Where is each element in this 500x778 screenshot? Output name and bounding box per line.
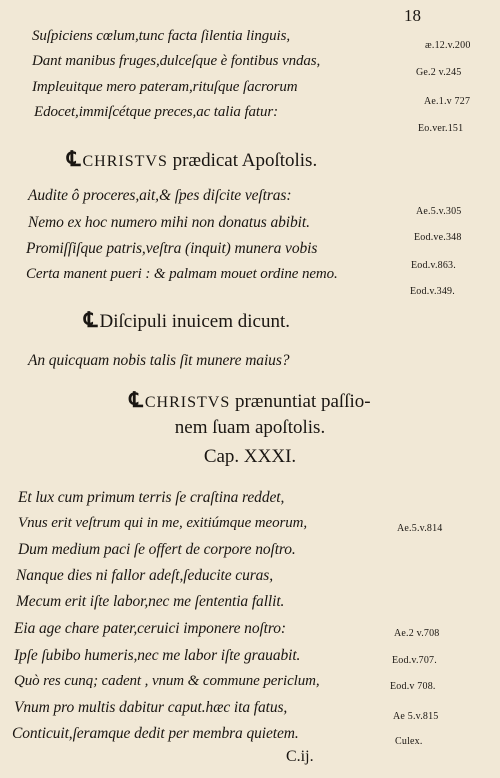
- verse-line: Et lux cum primum terris ſe craſtina reddet,: [18, 489, 285, 506]
- heading-text: prædicat Apoſtolis.: [167, 150, 318, 171]
- margin-reference: Ge.2 v.245: [416, 67, 462, 78]
- verse-line: Vnum pro multis dabitur caput.hæc ita fatus,: [14, 699, 288, 716]
- margin-reference: æ.12.v.200: [425, 40, 471, 51]
- verse-line: Certa manent pueri : & palmam mouet ordine nemo.: [26, 266, 338, 282]
- signature-mark: C.ij.: [286, 748, 314, 765]
- margin-reference: Ae.2 v.708: [394, 628, 440, 639]
- page-number: 18: [404, 6, 421, 25]
- verse-line: Edocet,immiſcétque preces,ac talia fatur:: [34, 104, 279, 120]
- heading-text: Diſcipuli inuicem dicunt.: [99, 311, 290, 332]
- chapter-number: Cap. XXXI.: [203, 446, 297, 467]
- verse-line: Impleuitque mero pateram,rituſque ſacrorum: [32, 79, 298, 95]
- verse-line: Suſpiciens cœlum,tunc facta ſilentia linguis,: [32, 28, 290, 44]
- pilcrow-icon: ℄: [84, 308, 98, 332]
- pilcrow-icon: ℄: [129, 388, 143, 412]
- verse-line: Vnus erit veſtrum qui in me, exitiúmque meorum,: [18, 515, 307, 531]
- margin-reference: Ae.1.v 727: [424, 96, 471, 107]
- heading-text: prænuntiat paſſio-: [230, 391, 371, 412]
- margin-reference: Ae 5.v.815: [393, 711, 439, 722]
- heading-caps: CHRISTVS: [82, 153, 168, 170]
- heading-caps: CHRISTVS: [144, 394, 231, 411]
- verse-line: Conticuit,ſeramque dedit per membra quietem.: [12, 725, 299, 742]
- margin-reference: Eod.v 708.: [390, 681, 436, 692]
- section-heading: [67, 147, 317, 172]
- margin-reference: Eod.ve.348: [414, 232, 462, 243]
- margin-reference: Eod.v.707.: [392, 655, 437, 666]
- verse-line: An quicquam nobis talis ſit munere maius?: [28, 352, 290, 369]
- margin-reference: Eo.ver.151: [418, 123, 464, 134]
- verse-line: Audite ô proceres,ait,& ſpes diſcite veſtras:: [28, 187, 292, 204]
- margin-reference: Eod.v.349.: [410, 286, 455, 297]
- margin-reference: Ae.5.v.814: [397, 523, 443, 534]
- margin-reference: Ae.5.v.305: [416, 206, 462, 217]
- verse-line: Eia age chare pater,ceruici imponere noſtro:: [14, 620, 286, 637]
- verse-line: Quò res cunq; cadent , vnum & commune periclum,: [14, 673, 320, 689]
- verse-line: Dant manibus fruges,dulceſque è fontibus vndas,: [32, 53, 321, 69]
- verse-line: Nanque dies ni fallor adeſt,ſeducite curas,: [16, 567, 274, 584]
- verse-line: Mecum erit iſte labor,nec me ſententia fallit.: [16, 593, 285, 610]
- verse-line: Ipſe ſubibo humeris,nec me labor iſte grauabit.: [14, 647, 301, 664]
- verse-line: Promiſſiſque patris,veſtra (inquit) munera vobis: [26, 240, 318, 257]
- pilcrow-icon: ℄: [67, 147, 81, 171]
- margin-reference: Culex.: [395, 736, 423, 747]
- margin-reference: Eod.v.863.: [411, 260, 456, 271]
- section-heading-continued: nem ſuam apoſtolis.: [174, 417, 326, 438]
- verse-line: Nemo ex hoc numero mihi non donatus abibit.: [28, 214, 310, 231]
- verse-line: Dum medium paci ſe offert de corpore noſtro.: [18, 541, 296, 558]
- section-heading: [84, 308, 290, 333]
- section-heading: [0, 388, 500, 413]
